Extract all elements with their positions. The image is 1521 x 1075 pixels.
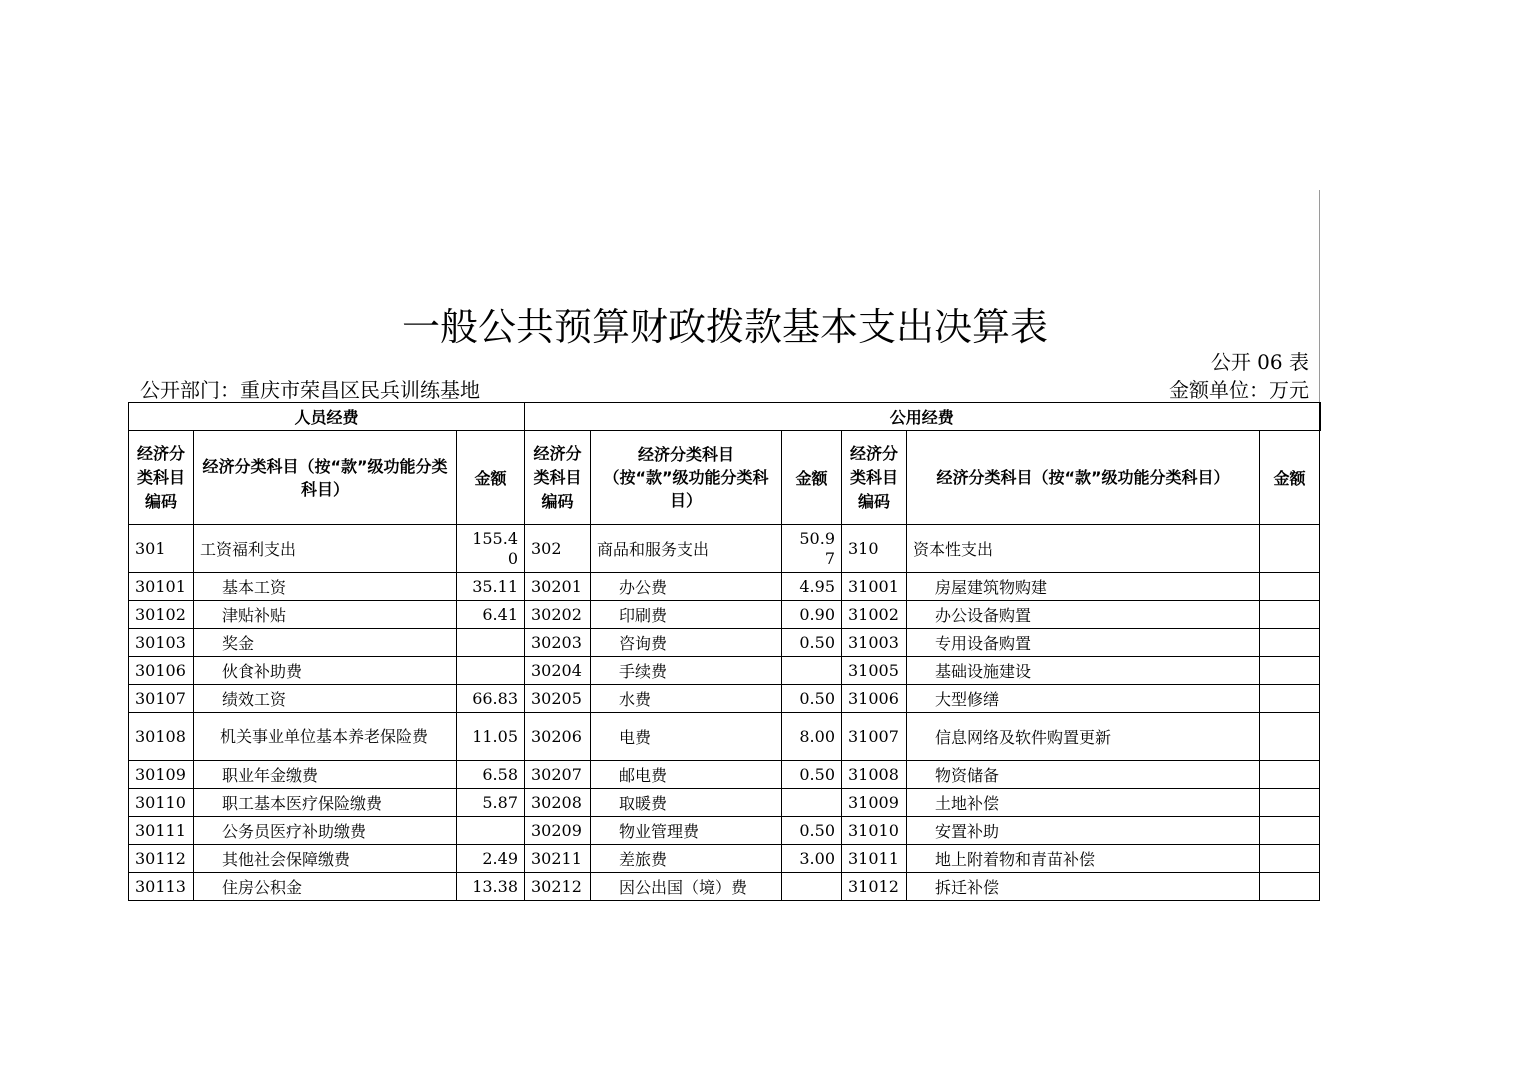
row-name: 资本性支出 — [907, 525, 1260, 573]
row-code: 30111 — [129, 817, 194, 845]
table-row — [129, 601, 1320, 629]
row-amount: 50.97 — [782, 525, 842, 573]
row-code: 31003 — [842, 629, 907, 657]
row-amount — [782, 873, 842, 901]
row-name: 商品和服务支出 — [591, 525, 782, 573]
row-name: 办公费 — [591, 573, 782, 601]
row-amount: 6.58 — [457, 761, 525, 789]
row-name: 手续费 — [591, 657, 782, 685]
table-row — [129, 845, 1320, 873]
row-amount — [1260, 685, 1320, 713]
row-name: 奖金 — [194, 629, 457, 657]
row-code: 31006 — [842, 685, 907, 713]
row-amount — [1260, 601, 1320, 629]
col-header-amount: 金额 — [1260, 431, 1320, 525]
row-name: 基础设施建设 — [907, 657, 1260, 685]
row-amount — [1260, 817, 1320, 845]
row-name: 工资福利支出 — [194, 525, 457, 573]
row-code: 30201 — [525, 573, 591, 601]
row-amount: 0.50 — [782, 629, 842, 657]
table-row — [129, 873, 1320, 901]
row-amount: 0.50 — [782, 761, 842, 789]
group-header-personnel: 人员经费 — [129, 403, 525, 431]
page-title: 一般公共预算财政拨款基本支出决算表 — [401, 305, 1048, 349]
row-amount — [1260, 761, 1320, 789]
row-amount — [457, 629, 525, 657]
row-amount — [782, 789, 842, 817]
row-name: 专用设备购置 — [907, 629, 1260, 657]
row-code: 30103 — [129, 629, 194, 657]
row-code: 31012 — [842, 873, 907, 901]
row-code: 31009 — [842, 789, 907, 817]
amount-unit-label: 金额单位：万元 — [1169, 378, 1309, 402]
row-name: 咨询费 — [591, 629, 782, 657]
row-amount: 11.05 — [457, 713, 525, 761]
row-name: 物资储备 — [907, 761, 1260, 789]
row-amount: 3.00 — [782, 845, 842, 873]
row-code: 302 — [525, 525, 591, 573]
row-code: 31007 — [842, 713, 907, 761]
row-name: 大型修缮 — [907, 685, 1260, 713]
row-amount: 4.95 — [782, 573, 842, 601]
row-amount: 8.00 — [782, 713, 842, 761]
row-name: 印刷费 — [591, 601, 782, 629]
row-name: 取暖费 — [591, 789, 782, 817]
row-amount: 6.41 — [457, 601, 525, 629]
row-amount — [457, 657, 525, 685]
row-amount: 66.83 — [457, 685, 525, 713]
col-header-code: 经济分类科目编码 — [842, 431, 907, 525]
row-code: 301 — [129, 525, 194, 573]
row-code: 30101 — [129, 573, 194, 601]
row-code: 31005 — [842, 657, 907, 685]
row-amount: 0.50 — [782, 685, 842, 713]
row-name: 信息网络及软件购置更新 — [907, 713, 1260, 761]
row-amount — [457, 817, 525, 845]
row-amount — [1260, 845, 1320, 873]
row-name: 安置补助 — [907, 817, 1260, 845]
row-amount — [1260, 789, 1320, 817]
row-amount — [1260, 629, 1320, 657]
row-name: 绩效工资 — [194, 685, 457, 713]
row-name: 职业年金缴费 — [194, 761, 457, 789]
row-name: 水费 — [591, 685, 782, 713]
row-code: 31002 — [842, 601, 907, 629]
row-amount — [1260, 713, 1320, 761]
row-code: 30110 — [129, 789, 194, 817]
row-code: 31008 — [842, 761, 907, 789]
row-name: 津贴补贴 — [194, 601, 457, 629]
table-row — [129, 789, 1320, 817]
row-code: 30206 — [525, 713, 591, 761]
col-header-code: 经济分类科目编码 — [525, 431, 591, 525]
row-name: 电费 — [591, 713, 782, 761]
row-code: 30211 — [525, 845, 591, 873]
expenditure-table — [128, 402, 1321, 901]
row-code: 30113 — [129, 873, 194, 901]
col-header-amount: 金额 — [457, 431, 525, 525]
row-name: 房屋建筑物购建 — [907, 573, 1260, 601]
col-header-name: 经济分类科目（按“款”级功能分类科目） — [907, 431, 1260, 525]
row-code: 30112 — [129, 845, 194, 873]
row-name: 拆迁补偿 — [907, 873, 1260, 901]
row-name: 因公出国（境）费 — [591, 873, 782, 901]
row-amount: 5.87 — [457, 789, 525, 817]
table-row — [129, 761, 1320, 789]
row-amount: 155.40 — [457, 525, 525, 573]
row-code: 30208 — [525, 789, 591, 817]
row-amount: 0.50 — [782, 817, 842, 845]
row-amount — [1260, 873, 1320, 901]
row-code: 31011 — [842, 845, 907, 873]
table-number: 公开 06 表 — [1210, 350, 1309, 374]
group-header-public: 公用经费 — [525, 403, 1320, 431]
department-label: 公开部门：重庆市荣昌区民兵训练基地 — [140, 378, 480, 402]
col-header-code: 经济分类科目编码 — [129, 431, 194, 525]
row-amount — [1260, 657, 1320, 685]
row-name: 办公设备购置 — [907, 601, 1260, 629]
row-amount: 2.49 — [457, 845, 525, 873]
row-amount: 35.11 — [457, 573, 525, 601]
row-code: 310 — [842, 525, 907, 573]
row-code: 30107 — [129, 685, 194, 713]
row-code: 31010 — [842, 817, 907, 845]
table-row — [129, 713, 1320, 761]
table-row — [129, 629, 1320, 657]
row-code: 31001 — [842, 573, 907, 601]
table-row — [129, 685, 1320, 713]
row-code: 30102 — [129, 601, 194, 629]
row-amount: 0.90 — [782, 601, 842, 629]
row-name: 公务员医疗补助缴费 — [194, 817, 457, 845]
row-name: 物业管理费 — [591, 817, 782, 845]
col-header-amount: 金额 — [782, 431, 842, 525]
row-name: 住房公积金 — [194, 873, 457, 901]
row-name: 基本工资 — [194, 573, 457, 601]
row-name: 伙食补助费 — [194, 657, 457, 685]
row-code: 30109 — [129, 761, 194, 789]
row-code: 30212 — [525, 873, 591, 901]
row-code: 30209 — [525, 817, 591, 845]
row-code: 30202 — [525, 601, 591, 629]
row-name: 其他社会保障缴费 — [194, 845, 457, 873]
row-amount — [782, 657, 842, 685]
row-amount: 13.38 — [457, 873, 525, 901]
table-row — [129, 817, 1320, 845]
row-name: 职工基本医疗保险缴费 — [194, 789, 457, 817]
row-code: 30207 — [525, 761, 591, 789]
row-code: 30205 — [525, 685, 591, 713]
table-row — [129, 657, 1320, 685]
row-code: 30203 — [525, 629, 591, 657]
col-header-name: 经济分类科目（按“款”级功能分类科目） — [591, 431, 782, 525]
row-name: 差旅费 — [591, 845, 782, 873]
row-name: 邮电费 — [591, 761, 782, 789]
row-name: 地上附着物和青苗补偿 — [907, 845, 1260, 873]
row-amount — [1260, 573, 1320, 601]
row-code: 30108 — [129, 713, 194, 761]
table-row — [129, 525, 1320, 573]
row-code: 30106 — [129, 657, 194, 685]
table-row — [129, 573, 1320, 601]
row-code: 30204 — [525, 657, 591, 685]
row-amount — [1260, 525, 1320, 573]
row-name: 土地补偿 — [907, 789, 1260, 817]
row-name: 机关事业单位基本养老保险费 — [194, 713, 457, 761]
col-header-name: 经济分类科目（按“款”级功能分类科目） — [194, 431, 457, 525]
